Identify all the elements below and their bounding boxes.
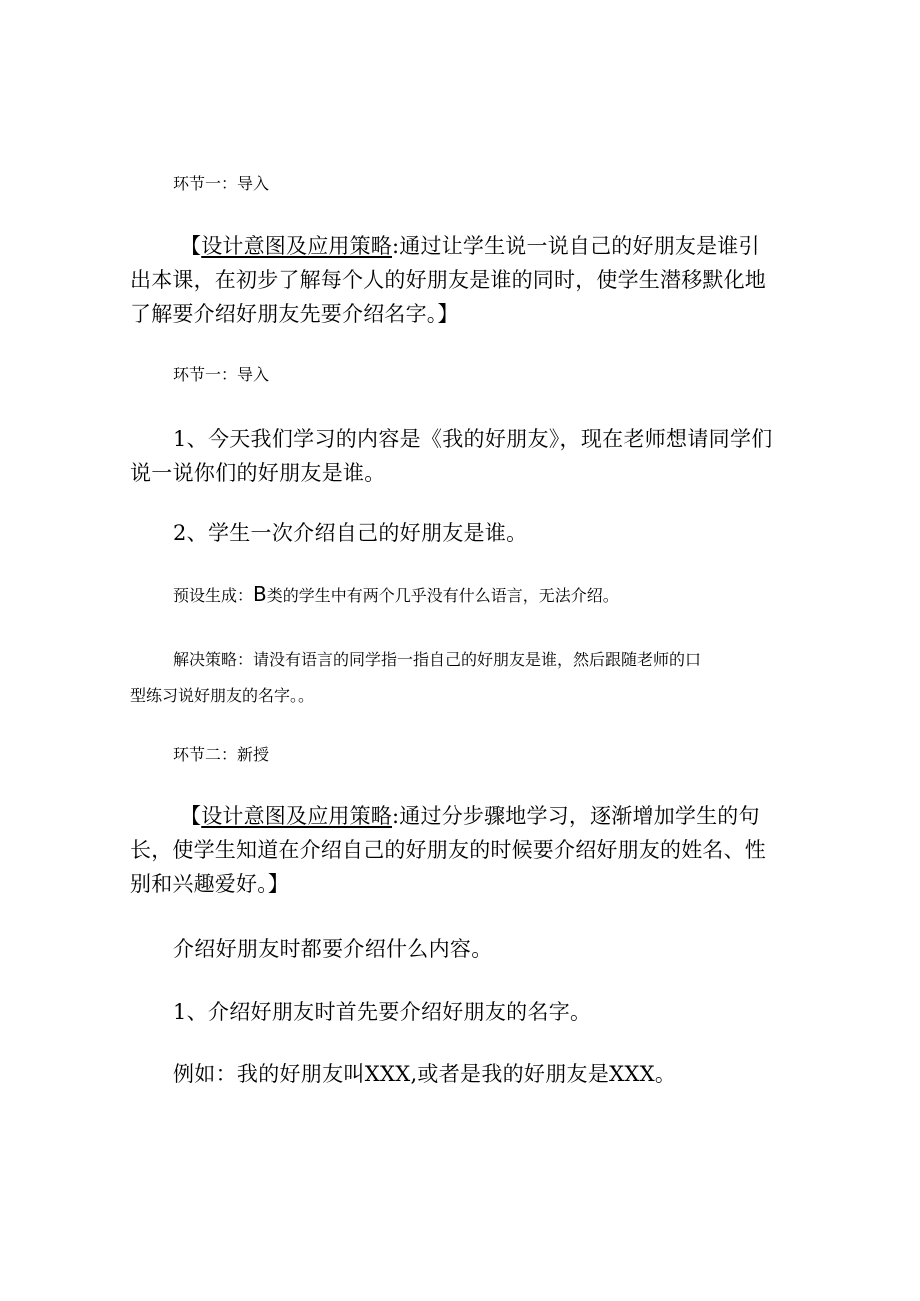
design-note-text: :通过让学生说一说自己的好朋友是谁引	[392, 234, 760, 258]
preset-rest: 类的学生中有两个几乎没有什么语言，无法介绍。	[266, 586, 619, 605]
bracket-open: 【	[180, 234, 202, 258]
preset-text	[173, 582, 619, 606]
design-note-1-line2: 出本课，在初步了解每个人的好朋友是谁的同时，使学生潜移默化地	[130, 268, 766, 292]
design-note-2-line1	[180, 800, 760, 830]
design-note-2-line3: 别和兴趣爱好。】	[130, 872, 290, 896]
section-heading-new: 环节二：新授	[173, 745, 270, 764]
content-question: 介绍好朋友时都要介绍什么内容。	[173, 937, 493, 961]
step2-text: 2、学生一次介绍自己的好朋友是谁。	[173, 521, 528, 545]
design-note-label: 设计意图及应用策略	[201, 804, 393, 828]
preset-letter: B	[253, 582, 267, 606]
content-step1: 1、介绍好朋友时首先要介绍好朋友的名字。	[173, 1000, 592, 1024]
strategy-line2: 型练习说好朋友的名字。。	[130, 686, 315, 705]
content-example: 例如：我的好朋友叫XXX,或者是我的好朋友是XXX。	[173, 1062, 677, 1086]
design-note-label: 设计意图及应用策略	[201, 234, 393, 258]
design-note-1-line1	[180, 230, 760, 260]
design-note-1-line3: 了解要介绍好朋友先要介绍名字。】	[130, 302, 459, 326]
design-note-2-line2: 长，使学生知道在介绍自己的好朋友的时候要介绍好朋友的姓名、性	[130, 838, 766, 862]
section-heading-intro-2: 环节一：导入	[173, 365, 270, 384]
step1-line2: 说一说你们的好朋友是谁。	[130, 461, 386, 485]
step1-line1: 1、今天我们学习的内容是《我的好朋友》，现在老师想请同学们	[173, 427, 773, 451]
design-note-text: :通过分步骤地学习，逐渐增加学生的句	[392, 804, 760, 828]
preset-label: 预设生成：	[173, 586, 254, 605]
bracket-open: 【	[180, 804, 202, 828]
strategy-line1: 解决策略：请没有语言的同学指一指自己的好朋友是谁，然后跟随老师的口	[173, 650, 702, 669]
section-heading-intro: 环节一：导入	[173, 174, 270, 193]
